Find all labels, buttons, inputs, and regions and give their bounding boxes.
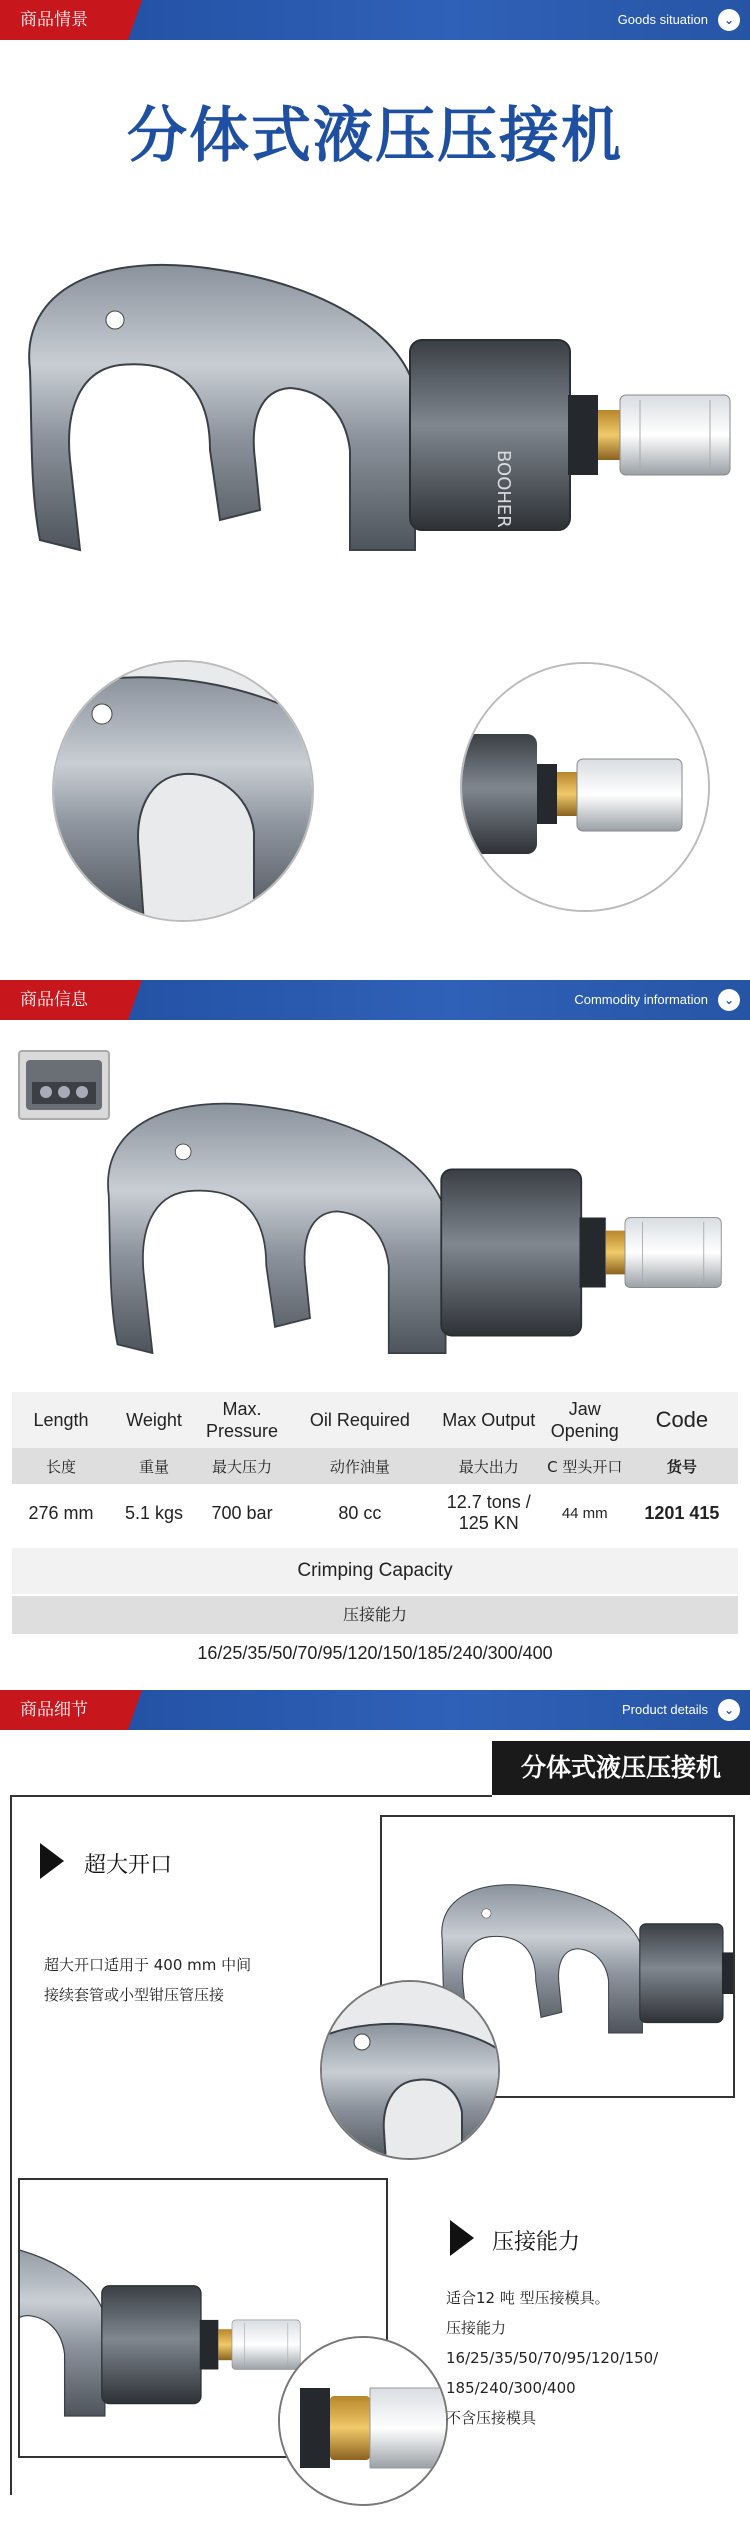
section-tag-info: 商品信息	[0, 980, 128, 1020]
crimping-title-cn: 压接能力	[12, 1596, 738, 1634]
feature1-line1: 超大开口适用于 400 mm 中间	[44, 1956, 252, 1974]
spec-cn-oil: 动作油量	[286, 1448, 434, 1484]
feature1-title: 超大开口	[84, 1853, 173, 1878]
spec-header-jaw: Jaw Opening	[544, 1392, 626, 1448]
spec-header-code: Code	[626, 1392, 738, 1448]
spec-table	[12, 1392, 738, 1542]
spec-header-weight: Weight	[110, 1392, 198, 1448]
chevron-down-icon[interactable]: ⌄	[718, 1699, 740, 1721]
section-bar-info	[0, 980, 750, 1020]
spec-value-output: 12.7 tons / 125 KN	[446, 1492, 531, 1533]
section-en-situation: Goods situation	[617, 12, 708, 27]
feature2-line4: 185/240/300/400	[446, 2379, 576, 2397]
feature2-line1: 适合12 吨 型压接模具。	[446, 2289, 610, 2307]
spec-cn-jaw: C 型头开口	[544, 1448, 626, 1484]
spec-cn-output: 最大出力	[434, 1448, 544, 1484]
chevron-down-icon[interactable]: ⌄	[718, 989, 740, 1011]
section-en-details: Product details	[622, 1702, 708, 1717]
zoom-circle-jaw-2	[320, 1980, 500, 2160]
spec-header-oil: Oil Required	[286, 1392, 434, 1448]
spec-cn-weight: 重量	[110, 1448, 198, 1484]
spec-value-oil: 80 cc	[338, 1502, 382, 1523]
spec-value-jaw: 44 mm	[561, 1504, 608, 1522]
crimping-values: 16/25/35/50/70/95/120/150/185/240/300/400	[197, 1643, 553, 1663]
zoom-circle-jaw	[52, 660, 314, 922]
tool-info-image	[100, 1090, 730, 1380]
spec-value-weight: 5.1 kgs	[124, 1502, 184, 1523]
chevron-down-icon[interactable]: ⌄	[718, 9, 740, 31]
details-title: 分体式液压压接机	[492, 1741, 750, 1795]
section-en-info: Commodity information	[574, 992, 708, 1007]
spec-header-row	[12, 1392, 738, 1448]
feature2-line5: 不含压接模具	[446, 2409, 537, 2427]
case-thumbnail[interactable]	[18, 1050, 110, 1120]
spec-cn-length: 长度	[12, 1448, 110, 1484]
spec-value-row	[12, 1484, 738, 1542]
spec-value-code: 1201 415	[644, 1502, 720, 1523]
spec-header-pressure: Max. Pressure	[198, 1392, 286, 1448]
section-bar-details	[0, 1690, 750, 1730]
section-tag-situation: 商品情景	[0, 0, 128, 40]
spec-header-output: Max Output	[434, 1392, 544, 1448]
crimping-title-en: Crimping Capacity	[12, 1548, 738, 1594]
zoom-circle-coupler	[460, 662, 710, 912]
spec-cn-code: 货号	[626, 1448, 738, 1484]
zoom-circle-fitting	[278, 2336, 448, 2506]
feature2-line3: 16/25/35/50/70/95/120/150/	[446, 2349, 659, 2367]
feature1-line2: 接续套管或小型钳压管压接	[44, 1986, 225, 2004]
triangle-bullet-icon	[450, 2220, 474, 2256]
spec-cn-pressure: 最大压力	[198, 1448, 286, 1484]
frame-line-left	[10, 1795, 12, 2495]
page-title: 分体式液压压接机	[127, 101, 623, 171]
tool-main-image	[20, 250, 740, 580]
spec-value-pressure: 700 bar	[211, 1502, 273, 1523]
spec-header-cn-row	[12, 1448, 738, 1484]
triangle-bullet-icon	[40, 1843, 64, 1879]
feature2-line2: 压接能力	[446, 2319, 507, 2337]
spec-header-length: Length	[12, 1392, 110, 1448]
spec-value-length: 276 mm	[28, 1502, 94, 1523]
section-bar-situation	[0, 0, 750, 40]
section-tag-details: 商品细节	[0, 1690, 128, 1730]
frame-line-top	[10, 1795, 492, 1797]
brand-mark: BOOHER	[493, 450, 514, 528]
feature2-title: 压接能力	[492, 2230, 581, 2255]
